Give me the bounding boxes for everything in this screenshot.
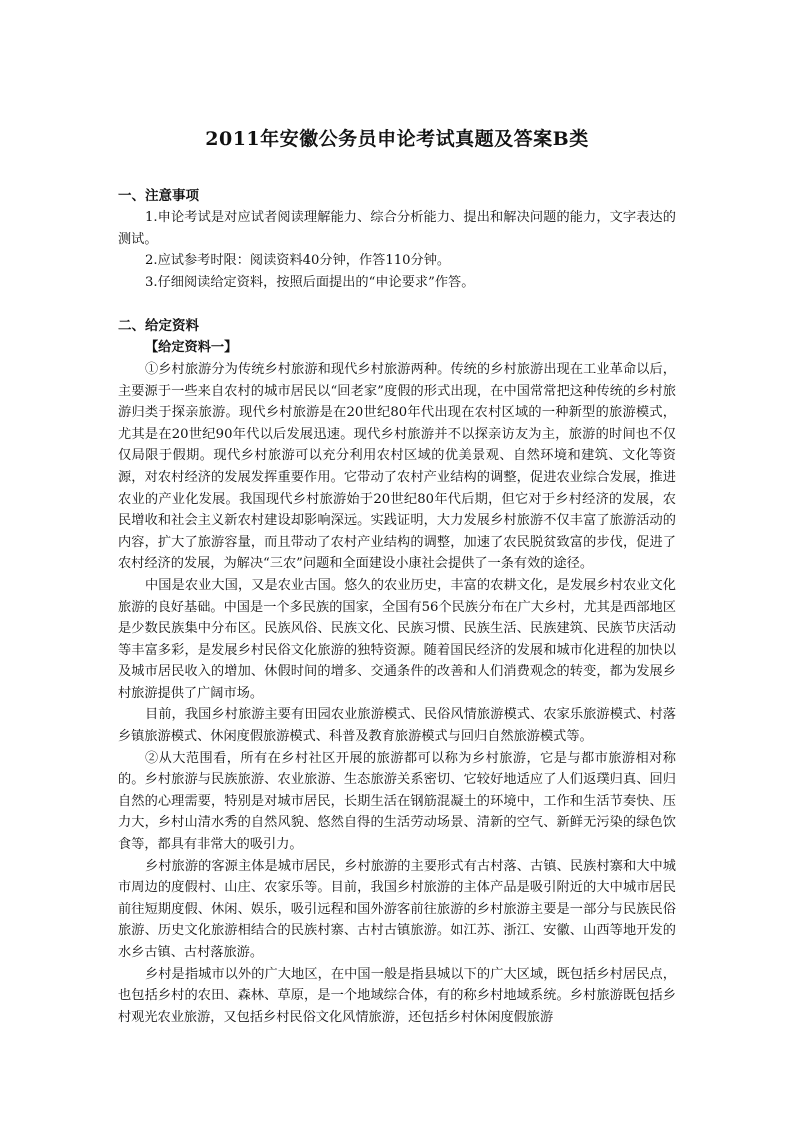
notice-item: 1.申论考试是对应试者阅读理解能力、综合分析能力、提出和解决问题的能力，文字表达的测试。 <box>118 210 676 247</box>
material-paragraph: 目前，我国乡村旅游主要有田园农业旅游模式、民俗风情旅游模式、农家乐旅游模式、村落乡镇旅游模式、休闲度假旅游模式、科普及教育旅游模式与回归自然旅游模式等。 <box>118 707 676 745</box>
section-heading-notice: 一、注意事项 <box>118 188 199 204</box>
section-heading-materials: 二、给定资料 <box>118 318 199 335</box>
material-paragraph: 乡村旅游的客源主体是城市居民，乡村旅游的主要形式有古村落、古镇、民族村寨和大中城市周边的度假村、山庄、农家乐等。目前，我国乡村旅游的主体产品是吸引附近的大中城市居民前往短期度假、休闲、娱乐，吸引远程和国外游客前往旅游的乡村旅游主要是一部分与民族民俗旅游、历史文化旅游相结合的民族村寨、古村古镇旅游。如江苏、浙江、安徽、山西等地开发的水乡古镇、古村落旅游。 <box>118 858 676 960</box>
material-subheading: 【给定资料一】 <box>145 340 238 356</box>
material-paragraph: 中国是农业大国，又是农业古国。悠久的农业历史，丰富的农耕文化，是发展乡村农业文化旅游的良好基础。中国是一个多民族的国家，全国有56个民族分布在广大乡村，尤其是西部地区是少数民族集中分布区。民族风俗、民族文化、民族习惯、民族生活、民族建筑、民族节庆活动等丰富多彩，是发展乡村民俗文化旅游的独特资源。随着国民经济的发展和城市化进程的加快以及城市居民收入的增加、休假时间的增多、交通条件的改善和人们消费观念的转变，都为发展乡村旅游提供了广阔市场。 <box>118 577 676 701</box>
notice-item: 3.仔细阅读给定资料，按照后面提出的“申论要求”作答。 <box>145 274 475 290</box>
notice-item: 2.应试参考时限：阅读资料40分钟，作答110分钟。 <box>145 253 451 269</box>
material-paragraph: 乡村是指城市以外的广大地区，在中国一般是指县城以下的广大区域，既包括乡村居民点，也包括乡村的农田、森林、草原，是一个地域综合体，有的称乡村地域系统。乡村旅游既包括乡村观光农业旅游，又包括乡村民俗文化风情旅游，还包括乡村休闲度假旅游 <box>118 966 676 1025</box>
material-paragraph: ①乡村旅游分为传统乡村旅游和现代乡村旅游两种。传统的乡村旅游出现在工业革命以后，主要源于一些来自农村的城市居民以“回老家”度假的形式出现，在中国常常把这种传统的乡村旅游归类于探亲旅游。现代乡村旅游是在20世纪80年代出现在农村区域的一种新型的旅游模式，尤其是在20世纪90年代以后发展迅速。现代乡村旅游并不以探亲访友为主，旅游的时间也不仅仅局限于假期。现代乡村旅游可以充分利用农村区域的优美景观、自然环境和建筑、文化等资源，对农村经济的发展发挥重要作用。它带动了农村产业结构的调整，促进农业综合发展，推进农业的产业化发展。我国现代乡村旅游始于20世纪80年代后期，但它对于乡村经济的发展，农民增收和社会主义新农村建设却影响深远。实践证明，大力发展乡村旅游不仅丰富了旅游活动的内容，扩大了旅游容量，而且带动了农村产业结构的调整，加速了农民脱贫致富的步伐，促进了农村经济的发展，为解决“三农”问题和全面建设小康社会提供了一条有效的途径。 <box>118 361 676 572</box>
material-paragraph: ②从大范围看，所有在乡村社区开展的旅游都可以称为乡村旅游，它是与都市旅游相对称的。乡村旅游与民族旅游、农业旅游、生态旅游关系密切、它较好地适应了人们返璞归真、回归自然的心理需要，特别是对城市居民，长期生活在钢筋混凝土的环境中，工作和生活节奏快、压力大，乡村山清水秀的自然风貌、悠然自得的生活劳动场景、清新的空气、新鲜无污染的绿色饮食等，都具有非常大的吸引力。 <box>118 750 676 853</box>
section-gap <box>118 293 676 315</box>
document-page <box>118 124 676 1028</box>
page-title: 2011年安徽公务员申论考试真题及答案B类 <box>205 128 589 150</box>
